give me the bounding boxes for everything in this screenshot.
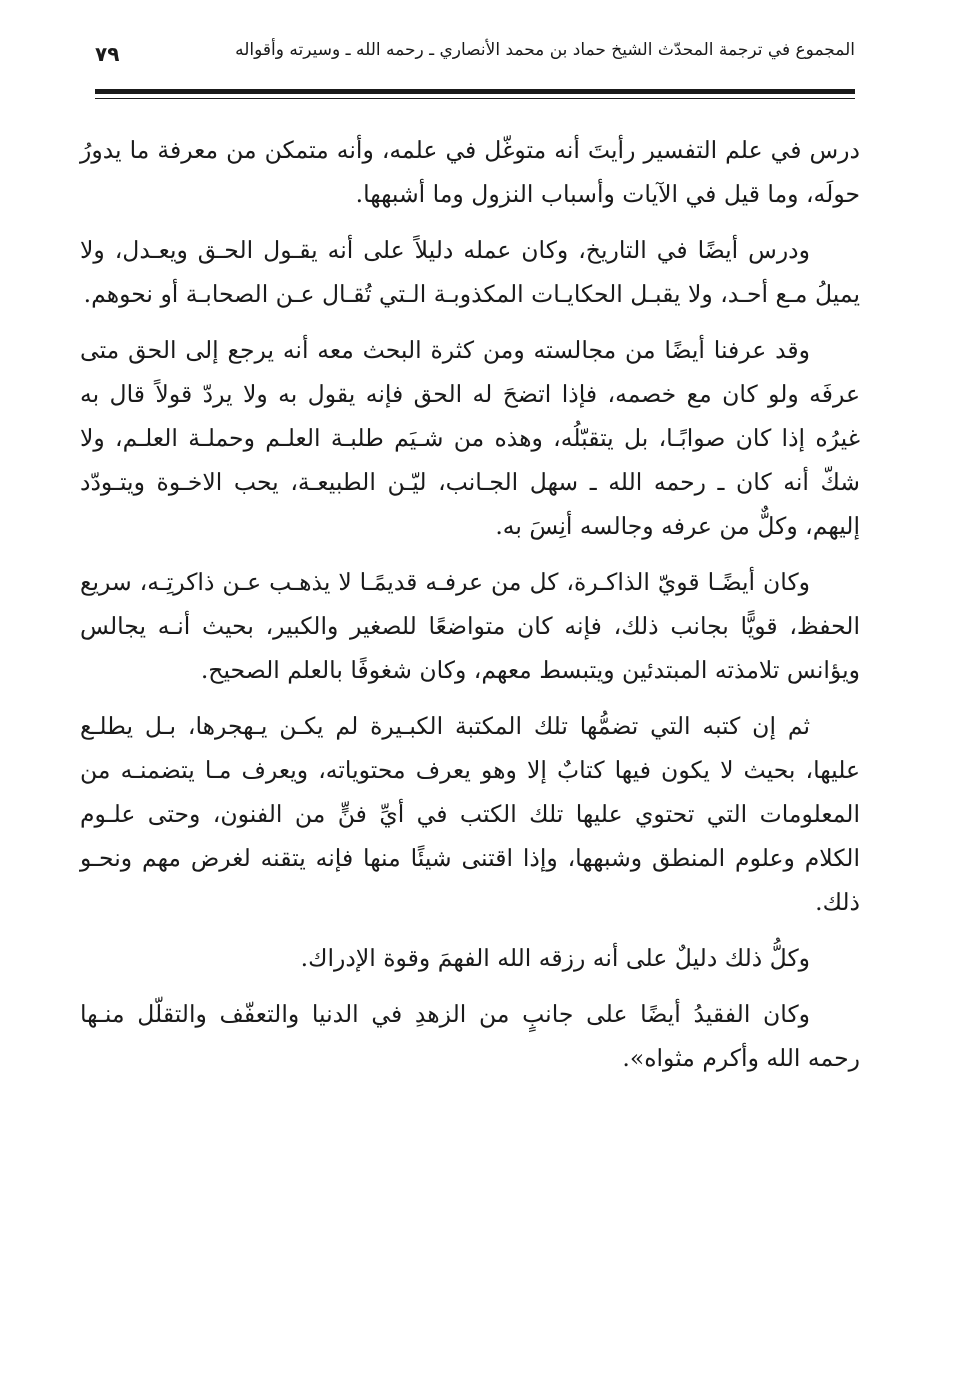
paragraph-4: وكان أيضًـا قويّ الذاكـرة، كل من عرفـه قديمًـا لا يذهـب عـن ذاكرتِـه، سريع الحفظ، قويًّا بجانب ذلك، فإنه كان متواضعًا للصغير والكبير، بحيث أنـه يجالس ويؤانس تلامذته المبتدئين ويتبسط معهم، وكان شغوفًا بالعلم الصحيح. — [80, 568, 860, 684]
body-text — [80, 128, 860, 1080]
paragraph-6: وكلُّ ذلك دليلٌ على أنه رزقه الله الفهمَ وقوة الإدراك. — [300, 944, 810, 972]
header-rule-thick — [95, 89, 855, 94]
running-title: المجموع في ترجمة المحدّث الشيخ حماد بن محمد الأنصاري ـ رحمه الله ـ وسيرته وأقواله — [235, 40, 855, 60]
paragraph-3: وقد عرفنا أيضًا من مجالسته ومن كثرة البحث معه أنه يرجع إلى الحق متى عرفَه ولو كان مع خصمه، فإذا اتضحَ له الحق فإنه يقول به ولا يردّ قولاً قال به غيرُه إذا كان صوابًـا، بل يتقبّلُه، وهذه من شـيَم طلبـة العلـم وحملـة العلـم، ولا شكّ أنه كان ـ رحمه الله ـ سهل الجـانب، ليّـن الطبيعـة، يحب الاخـوة ويتـودّد إليهم، وكلٌّ من عرفه وجالسه أنِسَ به. — [80, 336, 860, 540]
header-rule-thin — [95, 98, 855, 99]
page-number: ٧٩ — [95, 42, 120, 66]
paragraph-2: ودرس أيضًا في التاريخ، وكان عمله دليلاً على أنه يقـول الحـق ويعـدل، ولا يميلُ مـع أحـد، ولا يقبـل الحكايـات المكذوبـة الـتي تُقـال عـن الصحابـة أو نحوهم. — [80, 236, 860, 308]
paragraph-1: درس في علم التفسير رأيتَ أنه متوغّل في علمه، وأنه متمكن من معرفة ما يدورُ حولَه، وما قيل في الآيات وأسباب النزول وما أشبهها. — [80, 136, 860, 208]
paragraph-5: ثم إن كتبه التي تضمُّها تلك المكتبة الكبـيرة لم يكـن يـهجرها، بـل يطلـع عليها، بحيث لا يكون فيها كتابٌ إلا وهو يعرف محتوياته، ويعرف مـا يتضمنـه من المعلومات التي تحتوي عليها تلك الكتب في أيِّ فنٍّ من الفنون، وحتى علـوم الكلام وعلوم المنطق وشبهها، وإذا اقتنى شيئًا منها فإنه يتقنه لغرض مهم ونحـو ذلك. — [80, 712, 860, 916]
paragraph-7: وكان الفقيدُ أيضًا على جانبٍ من الزهدِ في الدنيا والتعفّف والتقلّل منـها رحمه الله وأكرم مثواه». — [80, 1000, 860, 1072]
page-header — [95, 36, 855, 76]
